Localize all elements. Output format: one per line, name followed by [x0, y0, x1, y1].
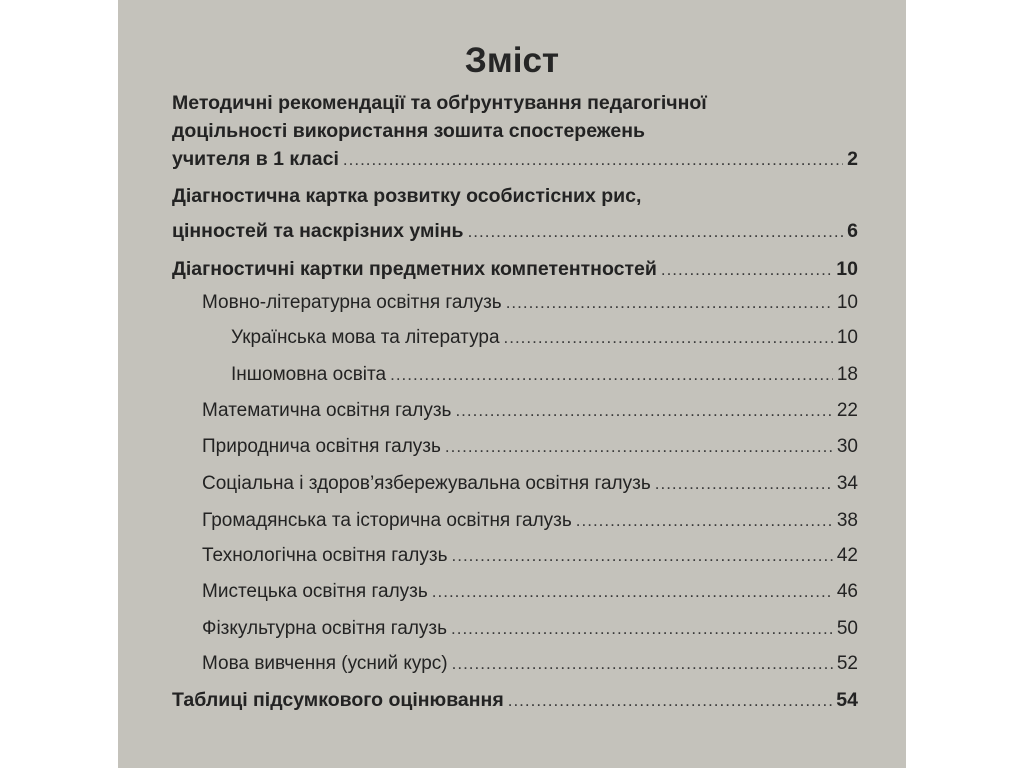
dot-leader — [504, 323, 833, 353]
toc-entry-civic-history-field[interactable] — [202, 506, 858, 536]
toc-entry-label: учителя в 1 класі — [172, 148, 339, 170]
toc-page-number: 10 — [836, 258, 858, 280]
toc-page-number: 54 — [836, 689, 858, 711]
toc-entry-label: Іншомовна освіта — [231, 364, 387, 385]
dot-leader — [506, 288, 833, 318]
toc-page-number: 22 — [836, 400, 858, 421]
toc-page-number: 42 — [836, 545, 858, 566]
toc-entry-label: Фізкультурна освітня галузь — [202, 618, 448, 639]
toc-page-number: 38 — [836, 510, 858, 531]
toc-entry-physical-education-field[interactable] — [202, 614, 858, 644]
toc-entry-final-assessment-tables[interactable] — [172, 685, 858, 715]
toc-entry-methodical[interactable] — [172, 144, 858, 174]
toc-entry-foreign-language[interactable] — [231, 360, 858, 390]
toc-page-number: 10 — [836, 327, 858, 348]
toc-entry-label: Мова вивчення (усний курс) — [202, 653, 448, 674]
dot-leader — [390, 360, 833, 390]
toc-entry-ukrainian-language[interactable] — [231, 323, 858, 353]
toc-entry-diagnostic-card-line-1: Діагностична картка розвитку особистісних рис, — [172, 185, 642, 207]
toc-entry-label: Таблиці підсумкового оцінювання — [172, 689, 504, 711]
page-title: Зміст — [464, 41, 560, 80]
toc-entry-label: Громадянська та історична освітня галузь — [202, 510, 572, 531]
toc-entry-language-literature-field[interactable] — [202, 288, 858, 318]
toc-entry-label: Мистецька освітня галузь — [202, 581, 428, 602]
toc-entry-diagnostic-card[interactable] — [172, 216, 858, 246]
toc-entry-arts-field[interactable] — [202, 577, 858, 607]
toc-entry-methodical-line-2: доцільності використання зошита спостережень — [172, 120, 645, 142]
toc-page-number: 46 — [836, 581, 858, 602]
dot-leader — [445, 432, 833, 462]
toc-entry-label: Природнича освітня галузь — [202, 436, 441, 457]
document-page — [118, 0, 906, 768]
dot-leader — [452, 649, 833, 679]
dot-leader — [452, 541, 833, 571]
toc-page-number: 50 — [836, 618, 858, 639]
toc-page-number: 10 — [836, 292, 858, 313]
toc-entry-label: Мовно-літературна освітня галузь — [202, 292, 502, 313]
dot-leader — [508, 686, 833, 716]
toc-entry-methodical-line-1: Методичні рекомендації та обґрунтування педагогічної — [172, 92, 707, 114]
toc-entry-math-field[interactable] — [202, 396, 858, 426]
toc-page-number: 34 — [836, 473, 858, 494]
dot-leader — [468, 217, 844, 247]
toc-entry-label: Технологічна освітня галузь — [202, 545, 448, 566]
toc-page-number: 52 — [836, 653, 858, 674]
toc-entry-subject-competence-cards[interactable] — [172, 254, 858, 284]
dot-leader — [451, 614, 833, 644]
toc-page-number: 2 — [847, 148, 858, 170]
toc-entry-label: цінностей та наскрізних умінь — [172, 220, 464, 242]
toc-entry-label: Математична освітня галузь — [202, 400, 452, 421]
dot-leader — [432, 577, 833, 607]
toc-page-number: 18 — [836, 364, 858, 385]
toc-entry-label: Діагностичні картки предметних компетентностей — [172, 258, 657, 280]
dot-leader — [455, 396, 832, 426]
dot-leader — [576, 506, 833, 536]
toc-entry-natural-science-field[interactable] — [202, 432, 858, 462]
dot-leader — [661, 255, 832, 285]
toc-page-number: 30 — [836, 436, 858, 457]
toc-entry-technology-field[interactable] — [202, 541, 858, 571]
dot-leader — [343, 145, 843, 175]
dot-leader — [655, 469, 833, 499]
toc-page-number: 6 — [847, 220, 858, 242]
toc-entry-social-health-field[interactable] — [202, 469, 858, 499]
toc-entry-language-of-study[interactable] — [202, 649, 858, 679]
toc-entry-label: Соціальна і здоров’язбережувальна освітня галузь — [202, 473, 651, 494]
toc-entry-label: Українська мова та література — [231, 327, 500, 348]
